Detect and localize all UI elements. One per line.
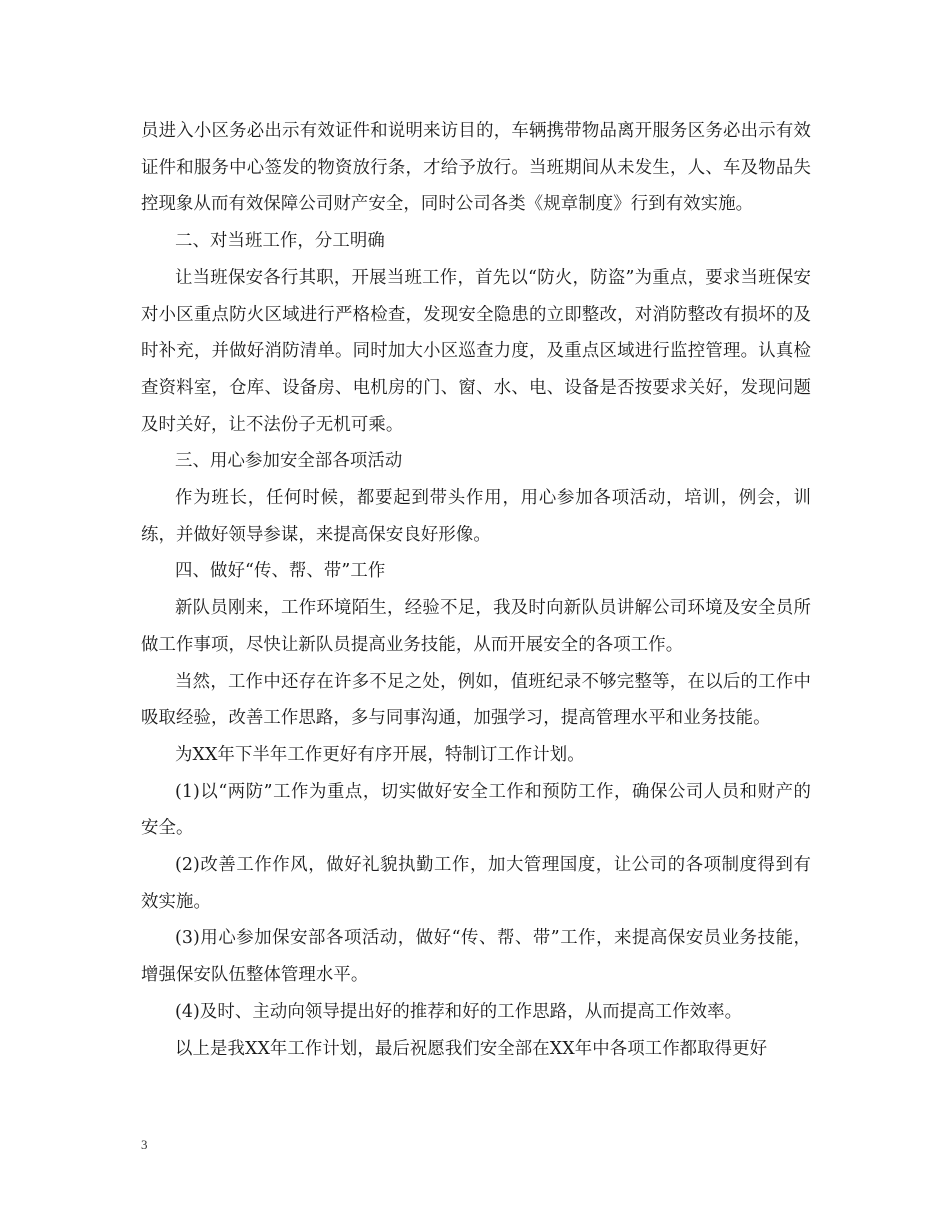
plan-item-1: (1)以“两防”工作为重点，切实做好安全工作和预防工作，确保公司人员和财产的安全。	[141, 781, 811, 839]
paragraph-closing: 以上是我XX年工作计划，最后祝愿我们安全部在XX年中各项工作都取得更好	[175, 1038, 768, 1059]
paragraph-plan-intro: 为XX年下半年工作更好有序开展，特制订工作计划。	[175, 744, 585, 765]
heading-mentoring: 四、做好“传、帮、带”工作	[175, 561, 386, 582]
paragraph-visitor-rules: 员进入小区务必出示有效证件和说明来访目的，车辆携带物品离开服务区务必出示有效证件和服务中心签发的物资放行条，才给予放行。当班期间从未发生，人、车及物品失控现象从而有效保障公司财产安全，同时公司各类《规章制度》行到有效实施。	[141, 121, 811, 215]
document-body	[141, 113, 811, 1067]
paragraph-shortcomings: 当然，工作中还存在许多不足之处，例如，值班纪录不够完整等，在以后的工作中吸取经验，改善工作思路，多与同事沟通，加强学习，提高管理水平和业务技能。	[141, 671, 811, 729]
paragraph-new-members: 新队员刚来，工作环境陌生，经验不足，我及时向新队员讲解公司环境及安全员所做工作事项，尽快让新队员提高业务技能，从而开展安全的各项工作。	[141, 598, 811, 655]
paragraph-team-leader: 作为班长，任何时候，都要起到带头作用，用心参加各项活动，培训，例会，训练，并做好领导参谋，来提高保安良好形像。	[141, 488, 811, 545]
plan-item-2: (2)改善工作作风，做好礼貌执勤工作，加大管理国度，让公司的各项制度得到有效实施。	[141, 855, 811, 912]
plan-item-4: (4)及时、主动向领导提出好的推荐和好的工作思路，从而提高工作效率。	[175, 1001, 743, 1022]
paragraph-shift-duties: 让当班保安各行其职，开展当班工作，首先以“防火，防盗”为重点，要求当班保安对小区重点防火区域进行严格检查，发现安全隐患的立即整改，对消防整改有损坏的及时补充，并做好消防清单。同时加大小区巡查力度，及重点区域进行监控管理。认真检查资料室，仓库、设备房、电机房的门、窗、水、电、设备是否按要求关好，发现问题及时关好，让不法份子无机可乘。	[141, 267, 811, 435]
plan-item-3: (3)用心参加保安部各项活动，做好“传、帮、带”工作，来提高保安员业务技能，增强保安队伍整体管理水平。	[141, 928, 811, 986]
heading-shift-division: 二、对当班工作，分工明确	[175, 231, 385, 252]
page-number: 3	[141, 1137, 148, 1152]
heading-department-activities: 三、用心参加安全部各项活动	[175, 451, 403, 472]
